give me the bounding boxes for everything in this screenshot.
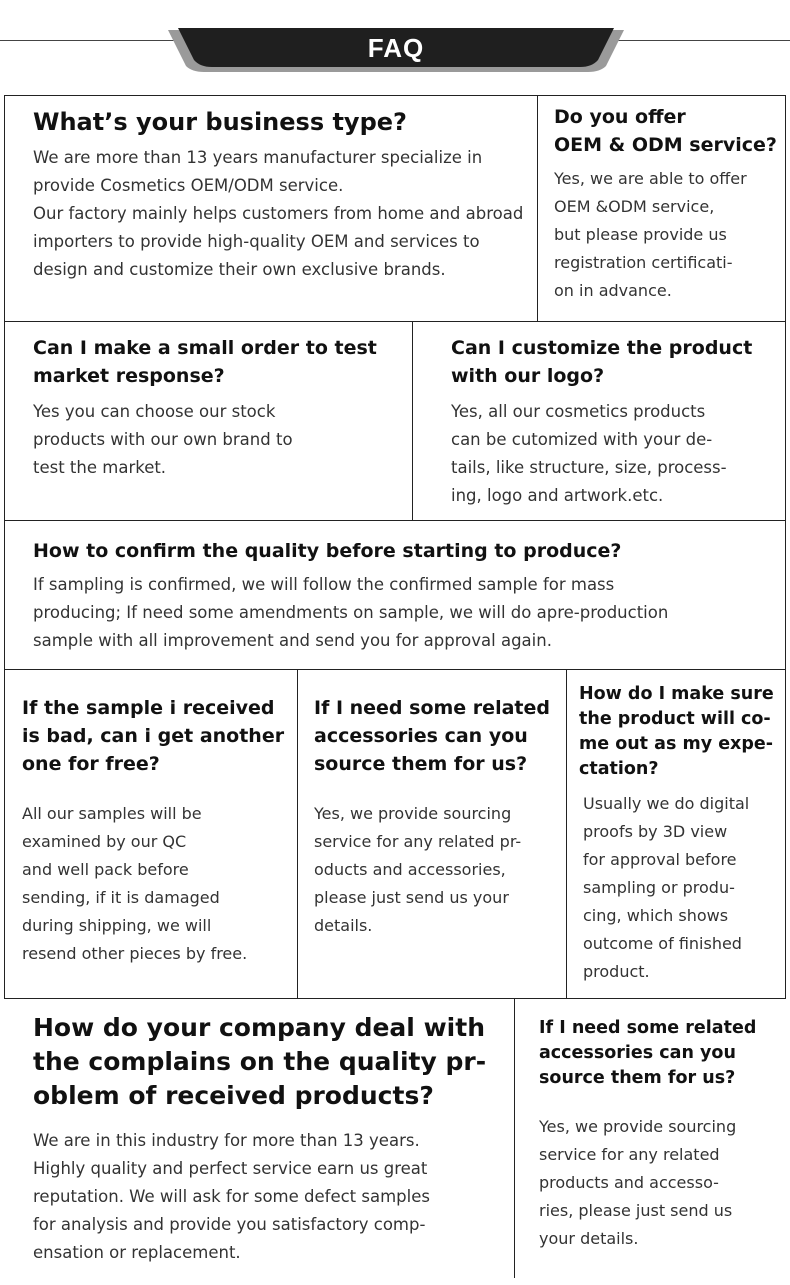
grid-line xyxy=(297,669,298,998)
faq-answer: Yes, we provide sourcing service for any related products and accesso- ries, please just send us your details. xyxy=(539,1117,737,1248)
grid-line xyxy=(514,998,515,1278)
faq-header xyxy=(0,0,790,80)
faq-question: If I need some related accessories can you source them for us? xyxy=(314,697,550,775)
grid-line xyxy=(4,520,786,521)
faq-business-type xyxy=(33,104,533,284)
faq-expectation xyxy=(579,682,785,986)
faq-accessories-sourcing-2 xyxy=(539,1016,785,1253)
faq-question: How do your company deal with the complains on the quality pr- oblem of received products? xyxy=(33,1013,487,1110)
faq-answer: Yes, we provide sourcing service for any related pr- oducts and accessories, please just send us your details. xyxy=(314,804,522,935)
faq-oem-odm xyxy=(554,103,786,305)
faq-small-order xyxy=(33,334,408,482)
faq-complaints xyxy=(33,1011,509,1267)
grid-line xyxy=(4,321,786,322)
faq-answer: If sampling is confirmed, we will follow the confirmed sample for mass producing; If need some amendments on sample, we will do apre-production sample with all improvement and send you for approval again. xyxy=(33,575,669,650)
faq-answer: We are more than 13 years manufacturer specialize in provide Cosmetics OEM/ODM service. Our factory mainly helps customers from home and abroad importers to provide high-quality OEM and services to design and customize their own exclusive brands. xyxy=(33,148,524,279)
faq-question: How to confirm the quality before starting to produce? xyxy=(33,540,622,562)
faq-bad-sample xyxy=(22,694,294,968)
header-rule-right xyxy=(600,40,790,41)
page-title: FAQ xyxy=(367,33,425,63)
faq-question: If the sample i received is bad, can i get another one for free? xyxy=(22,697,285,775)
grid-line xyxy=(537,95,538,321)
faq-answer: We are in this industry for more than 13 years. Highly quality and perfect service earn us great reputation. We will ask for some defect samples for analysis and provide you satisfactory comp- ensation or replacement. xyxy=(33,1131,430,1262)
faq-accessories-sourcing xyxy=(314,694,564,940)
faq-answer: Yes, all our cosmetics products can be cutomized with your de- tails, like structure, size, process- ing, logo and artwork.etc. xyxy=(451,402,727,505)
faq-question: If I need some related accessories can you source them for us? xyxy=(539,1018,757,1088)
grid-line xyxy=(566,669,567,998)
grid-line xyxy=(4,95,786,96)
faq-question: Can I make a small order to test market response? xyxy=(33,337,377,387)
faq-question: Can I customize the product with our logo? xyxy=(451,337,753,387)
faq-confirm-quality xyxy=(33,537,785,655)
grid-line xyxy=(4,998,786,999)
faq-answer: Yes, we are able to offer OEM &ODM service, but please provide us registration certificati- on in advance. xyxy=(554,169,747,300)
faq-customize-logo xyxy=(451,334,785,510)
faq-question: How do I make sure the product will co- me out as my expe- ctation? xyxy=(579,684,774,779)
grid-line xyxy=(4,669,786,670)
faq-question: Do you offer OEM & ODM service? xyxy=(554,106,777,156)
grid-line xyxy=(412,321,413,520)
faq-answer: Yes you can choose our stock products with our own brand to test the market. xyxy=(33,402,293,477)
faq-answer: Usually we do digital proofs by 3D view for approval before sampling or produ- cing, which shows outcome of finished product. xyxy=(583,794,750,981)
grid-line xyxy=(4,95,5,999)
header-rule-left xyxy=(0,40,190,41)
faq-answer: All our samples will be examined by our QC and well pack before sending, if it is damaged during shipping, we will resend other pieces by free. xyxy=(22,804,248,963)
faq-question: What’s your business type? xyxy=(33,108,407,136)
